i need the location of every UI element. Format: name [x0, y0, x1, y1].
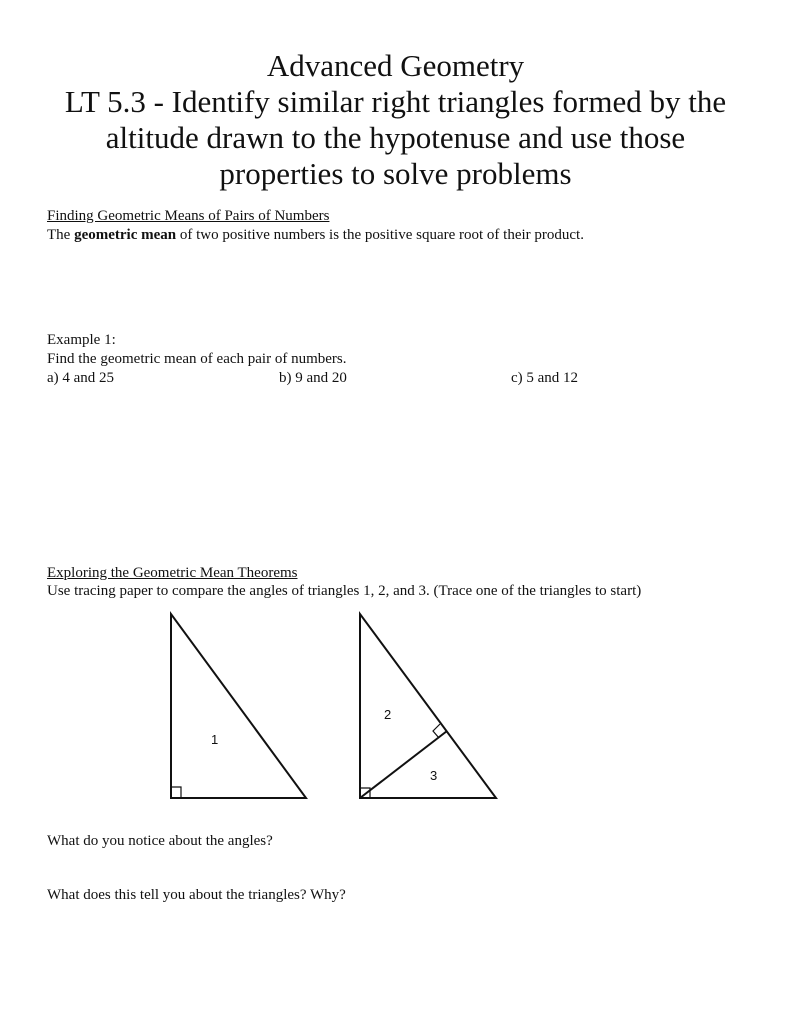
example-item-c: c) 5 and 12 [511, 370, 579, 386]
triangle-1-label: 1 [211, 732, 219, 747]
tracing-instruction: Use tracing paper to compare the angles of triangles 1, 2, and 3. (Trace one of the triangles to start) [47, 583, 642, 599]
definition-prefix: The [47, 227, 75, 243]
altitude-right-angle-mark [433, 724, 440, 738]
example-label: Example 1: [47, 332, 116, 348]
triangle-1 [171, 614, 306, 798]
example-item-b: b) 9 and 20 [279, 370, 347, 386]
triangle-2-label: 2 [384, 707, 392, 722]
altitude-line [360, 731, 447, 798]
question-angles: What do you notice about the angles? [47, 833, 273, 849]
title-line-4: properties to solve problems [219, 156, 572, 191]
triangle-3-label: 3 [430, 768, 438, 783]
triangle-2-3 [360, 614, 496, 798]
right-angle-mark [171, 787, 181, 798]
definition-suffix: of two positive numbers is the positive square root of their product. [176, 227, 584, 243]
question-triangles: What does this tell you about the triangles? Why? [47, 887, 346, 903]
title-line-3: altitude drawn to the hypotenuse and use those [105, 120, 686, 155]
example-item-a: a) 4 and 25 [47, 370, 115, 386]
section-heading-mean-theorems: Exploring the Geometric Mean Theorems [47, 565, 298, 581]
definition-term: geometric mean [74, 227, 177, 243]
section-heading-geometric-means: Finding Geometric Means of Pairs of Numbers [47, 208, 330, 224]
title-line-2: LT 5.3 - Identify similar right triangles formed by the [64, 84, 727, 119]
example-instruction: Find the geometric mean of each pair of numbers. [47, 351, 347, 367]
title-line-1: Advanced Geometry [266, 48, 525, 83]
